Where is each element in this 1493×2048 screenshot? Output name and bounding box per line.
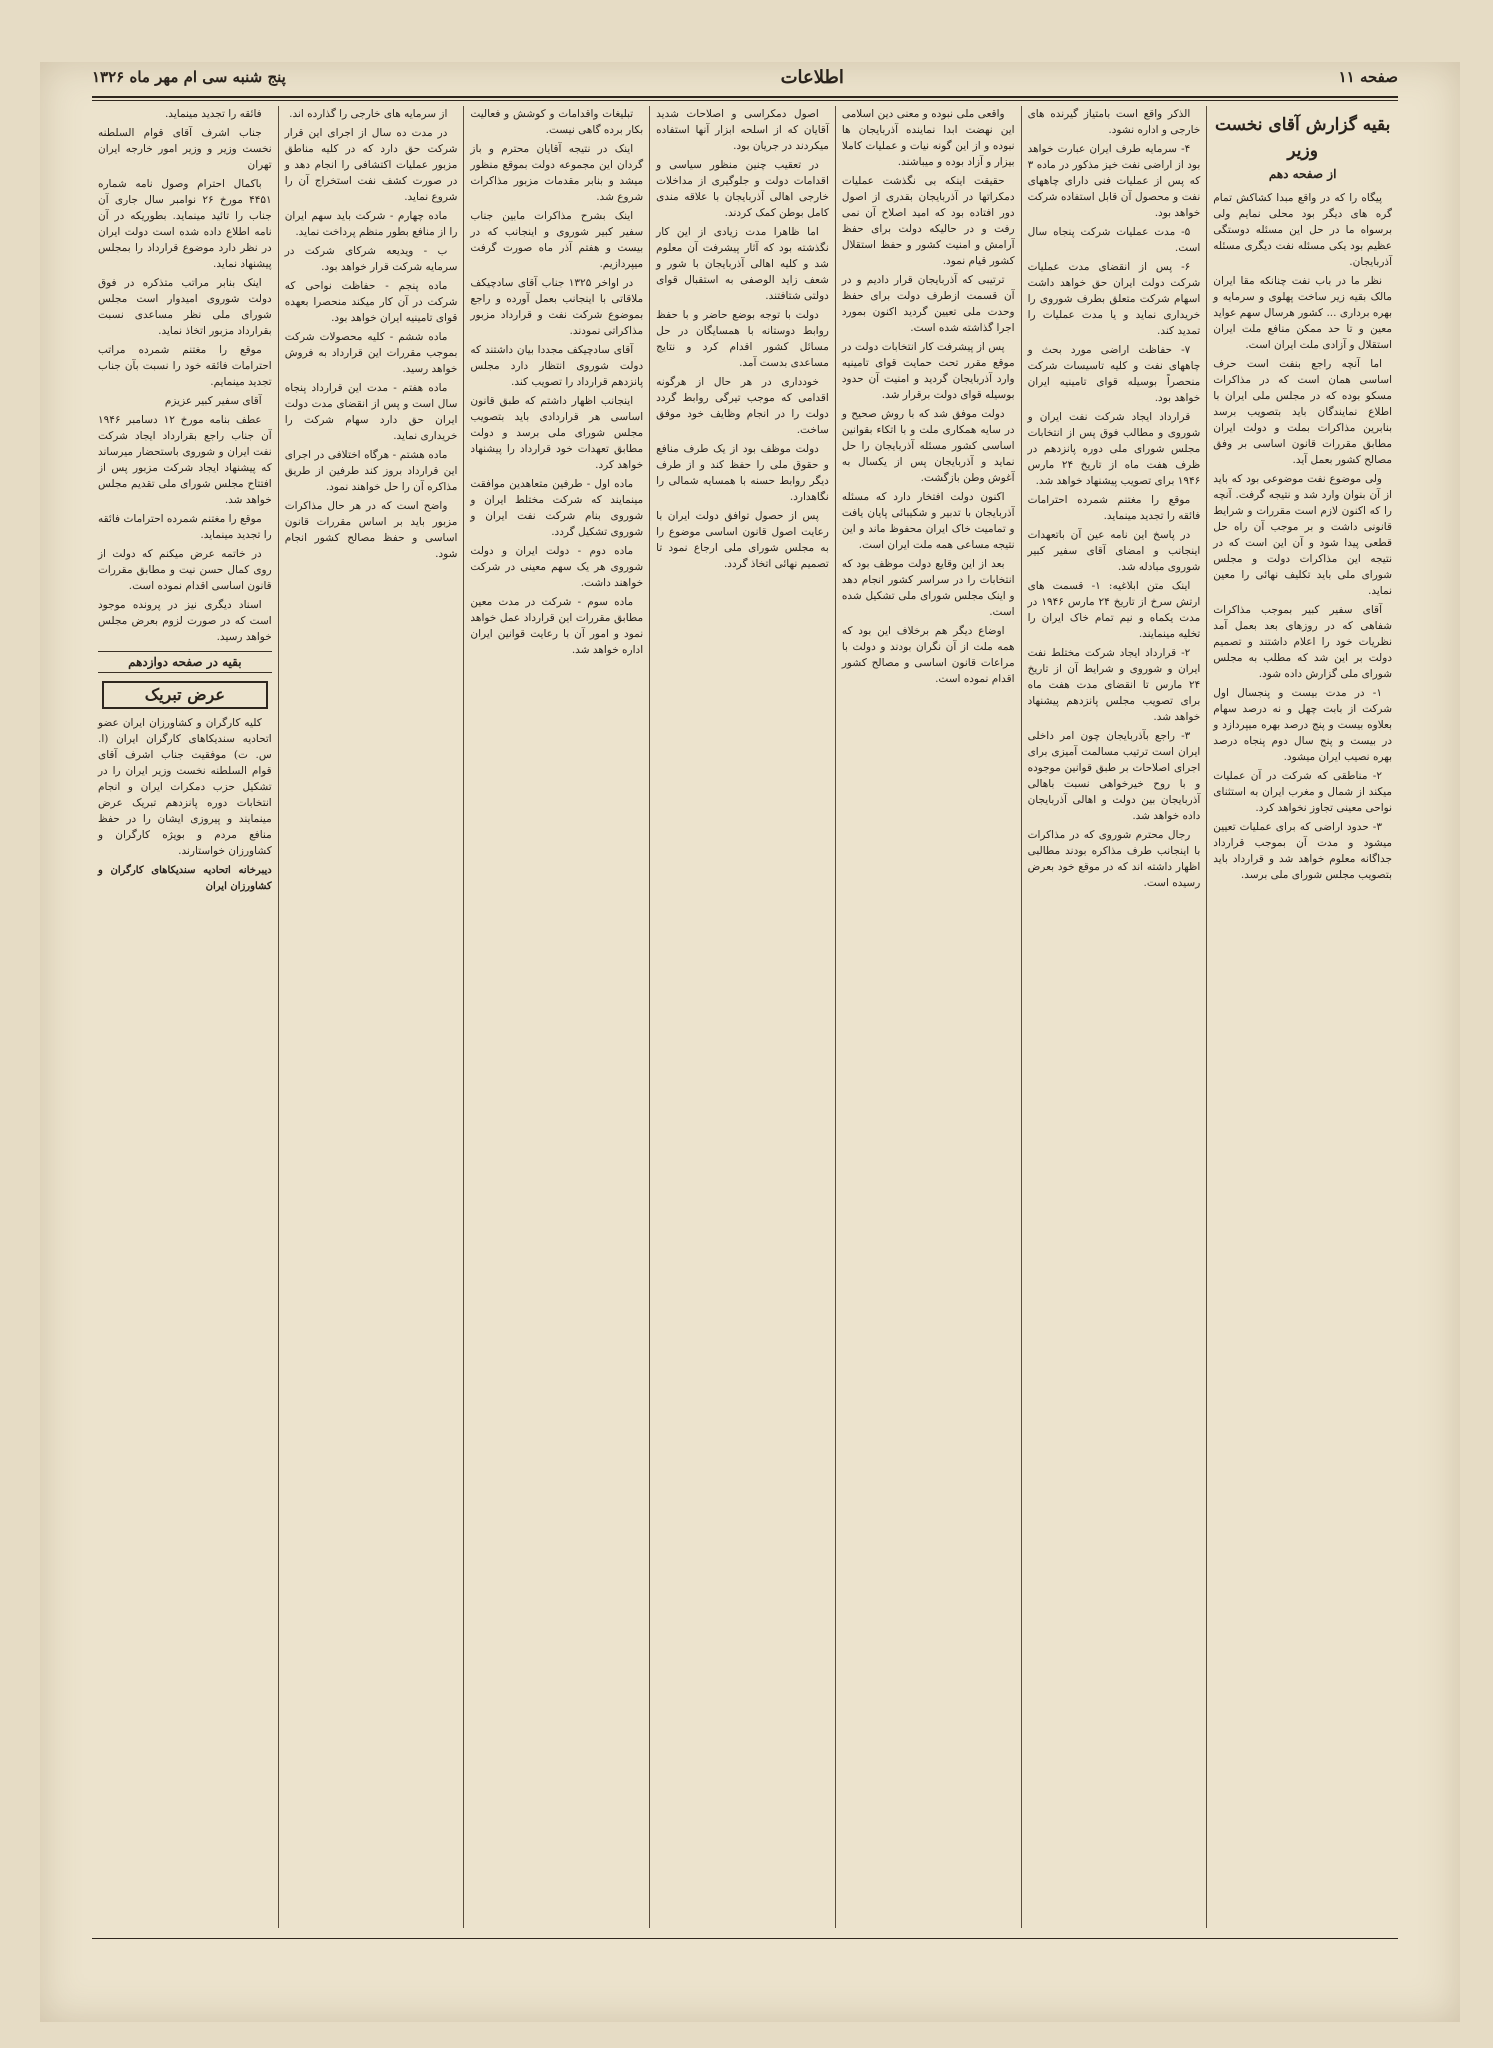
paragraph: دولت موظف بود از یک طرف منافع و حقوق ملی را حفظ کند و از طرف دیگر روابط حسنه با همسایه شمالی را نگاهدارد. [656,443,829,503]
paragraph: پیگاه را که در واقع مبدا کشاکش تمام گره های دیگر بود محلی نمایم ولی برسواه ما در حل این مسئله دوستگی عظیم بود یکی مسئله نفت دیگری مسئله آذربایجان. [1213,192,1392,268]
paragraph: ماده دوم - دولت ایران و دولت شوروی هر یک سهم معینی در شرکت خواهند داشت. [470,545,644,589]
continued-from: از صفحه دهم [1268,167,1337,181]
continued-to-label: بقیه در صفحه دوازدهم [98,651,272,673]
paragraph: ماده هشتم - هرگاه اختلافی در اجرای این قرارداد بروز کند طرفین از طریق مذاکره آن را حل خواهند نمود. [284,449,458,493]
paragraph: ۱- در مدت بیست و پنجسال اول شرکت از بابت چهل و نه درصد سهام بعلاوه بیست و پنج درصد بهره میپردازد و در بیست و پنج سال دوم پنجاه درصد بهره نصیب ایران میشود. [1213,687,1392,763]
paragraph: اسناد دیگری نیز در پرونده موجود است که در صورت لزوم بعرض مجلس خواهد رسید. [97,599,272,643]
paragraph: اما آنچه راجع بنفت است حرف اساسی همان است که در مذاکرات مسکو بوده که در مجلس ملی ایران با اطلاع نمایندگان باید بتصویب برسد بنابرین مذاکرات بملت و دولت ایران مطابق مقررات قانون اساسی بر وفق مصالح کشور بعمل آید. [1213,358,1392,466]
paragraph: در پاسخ این نامه عین آن باتعهدات اینجانب و امضای آقای سفیر کبیر شوروی مبادله شد. [1027,529,1201,573]
column-2 [1021,106,1207,1928]
paragraph: باکمال احترام وصول نامه شماره ۴۴۵۱ مورخ ۲۶ نوامبر سال جاری آن جناب را تائید مینماید. بطوریکه در آن نامه اطلاع داده شده است دولت ایران در نظر دارد موضوع قرارداد را بمجلس پیشنهاد نماید. [97,178,272,270]
page-number: صفحه ۱۱ [1338,68,1398,86]
column-4 [649,106,835,1928]
paragraph: اینک بنابر مراتب متذکره در فوق دولت شوروی امیدوار است مجلس شورای ملی نظر مساعدی نسبت بقرارداد مزبور اتخاذ نماید. [97,277,272,337]
paragraph: آقای سادچیکف مجددا بیان داشتند که دولت شوروی انتظار دارد مجلس پانزدهم قرارداد را تصویب کند. [470,344,644,388]
paragraph: ماده پنجم - حفاظت نواحی که شرکت در آن کار میکند منحصرا بعهده قوای تامینیه ایران خواهد بود. [284,280,458,324]
article-headline: بقیه گزارش آقای نخست وزیر [1214,115,1391,161]
column-3 [835,106,1021,1928]
column-6 [278,106,464,1928]
paragraph: موقع را مغتنم شمرده مراتب احترامات فائقه خود را نسبت بآن جناب تجدید مینمایم. [97,344,272,388]
paragraph: دولت موفق شد که با روش صحیح و در سایه همکاری ملت و با اتکاء بقوانین اساسی کشور مسئله آذربایجان را حل نماید و آذربایجان پس از یکسال به آغوش وطن بازگشت. [841,408,1015,484]
paragraph: تبلیغات واقدامات و کوشش و فعالیت بکار برده گاهی نیست. [470,108,644,136]
paragraph: از سرمایه های خارجی را گذارده اند. [289,108,448,120]
paragraph: واضح است که در هر حال مذاکرات مزبور باید بر اساس مقررات قانون اساسی و حفظ مصالح کشور انجام شود. [284,500,458,560]
paragraph: خودداری در هر حال از هرگونه اقدامی که موجب تیرگی روابط گردد دولت را در انجام وظایف خود موفق ساخت. [656,376,829,436]
paragraph: ۴- سرمایه طرف ایران عبارت خواهد بود از اراضی نفت خیز مذکور در ماده ۳ که پس از عملیات فنی دارای چاههای نفت و محصول آن قابل استفاده شرکت خواهد بود. [1027,143,1201,219]
paragraph: ماده ششم - کلیه محصولات شرکت بموجب مقررات این قرارداد به فروش خواهد رسید. [284,331,458,375]
paragraph: اینک متن ابلاغیه: ۱- قسمت های ارتش سرخ از تاریخ ۲۴ مارس ۱۹۴۶ در مدت یکماه و نیم تمام خاک ایران را تخلیه مینمایند. [1027,580,1201,640]
greeting-signature: دیبرخانه اتحادیه سندیکاهای کارگران و کشاورزان ایران [97,865,272,892]
paragraph: ماده چهارم - شرکت باید سهم ایران را از منافع بطور منظم پرداخت نماید. [284,210,458,238]
paragraph: حقیقت اینکه بی نگذشت عملیات دمکراتها در آذربایجان بقدری از اصول دور افتاده بود که امید اصلاح آن نمی رفت و در حالیکه دولت برای حفظ آرامش و امنیت کشور و حفظ استقلال کشور قیام نمود. [841,175,1015,267]
paragraph: نظر ما در باب نفت چنانکه مقا ایران مالک بقیه زیر ساخت پهلوی و سرمایه و بهره برداری ... کشور هرسال سهم عواید معین و تا حد ممکن منافع ملت ایران استقلال و آزادی ملت ایران است. [1213,275,1392,351]
paragraph: جناب اشرف آقای قوام السلطنه نخست وزیر و وزیر امور خارجه ایران تهران [97,127,272,171]
paragraph: اصول دمکراسی و اصلاحات شدید آقایان که از اسلحه ابزار آنها استفاده میکردند در جریان بود. [656,108,829,152]
columns [92,106,1398,1928]
paragraph: در اواخر ۱۳۲۵ جناب آقای سادچیکف ملاقاتی با اینجانب بعمل آورده و راجع بموضوع شرکت نفت و قرارداد مزبور مذاکراتی نمودند. [470,277,644,337]
greeting-title: عرض تبریک [102,681,268,709]
paragraph: قرارداد ایجاد شرکت نفت ایران و شوروی و مطالب فوق پس از انتخابات مجلس شورای ملی دوره پانزدهم در ظرف هفت ماه از تاریخ ۲۴ مارس ۱۹۴۶ برای تصویب پیشنهاد خواهد شد. [1027,411,1201,487]
column-1 [1206,106,1398,1928]
paragraph: پس از پیشرفت کار انتخابات دولت در موقع مقرر تحت حمایت قوای تامینیه وارد آذربایجان گردید و امنیت آن حدود بوسیله قوای دولت برقرار شد. [841,341,1015,401]
paragraph: ۳- حدود اراضی که برای عملیات تعیین میشود و مدت آن بموجب قرارداد جداگانه معلوم خواهد شد و قرارداد باید بتصویب مجلس شورای ملی برسد. [1213,821,1392,881]
paragraph: پس از حصول توافق دولت ایران با رعایت اصول قانون اساسی موضوع را به مجلس شورای ملی ارجاع نمود تا تصمیم نهائی اتخاذ گردد. [656,510,829,570]
masthead [92,62,1398,92]
paragraph: اینجانب اظهار داشتم که طبق قانون اساسی هر قراردادی باید بتصویب مجلس شورای ملی برسد و دولت مطابق تعهدات خود قرارداد را پیشنهاد خواهد کرد. [470,395,644,471]
paragraph: ۶- پس از انقضای مدت عملیات شرکت دولت ایران حق خواهد داشت اسهام شرکت متعلق بطرف شوروی را خریداری نماید و یا مدت عملیات را تمدید کند. [1027,261,1201,337]
paragraph: ۲- مناطقی که شرکت در آن عملیات میکند از شمال و مغرب ایران به استثنای نواحی معینی تجاوز نخواهد کرد. [1213,770,1392,814]
paragraph: موقع را مغتنم شمرده احترامات فائقه را تجدید مینماید. [1027,494,1201,522]
paragraph: بعد از این وقایع دولت موظف بود که انتخابات را در سراسر کشور انجام دهد و اینک مجلس شورای ملی تشکیل شده است. [841,558,1015,618]
masthead-rule [92,96,1398,98]
paragraph: ۲- قرارداد ایجاد شرکت مختلط نفت ایران و شوروی و شرایط آن از تاریخ ۲۴ مارس تا انقضای مدت هفت ماه برای تصویب مجلس پانزدهم پیشنهاد خواهد شد. [1027,647,1201,723]
paragraph: واقعی ملی نبوده و معنی دین اسلامی این نهضت ابدا نماینده آذربایجان ها نبوده و از این گونه نیات و عملیات کاملا بیزار و آزاد بوده و میباشند. [841,108,1015,168]
masthead-rule-thin [92,100,1398,101]
column-5 [463,106,649,1928]
paragraph: اما ظاهرا مدت زیادی از این کار نگذشته بود که آثار پیشرفت آن معلوم شد و کلیه اهالی آذربایجان با شور و شعف زاید الوصفی به استقبال قوای دولتی شتافتند. [656,226,829,302]
paragraph: الذکر واقع است بامتیاز گیرنده های خارجی و اداره نشود. [1027,108,1201,136]
paragraph: ترتیبی که آذربایجان قرار دادیم و در آن قسمت ازطرف دولت برای حفظ وحدت ملی تعیین گردید اکنون بمورد اجرا گذاشته شده است. [841,274,1015,334]
paragraph: اینک بشرح مذاکرات مابین جناب سفیر کبیر شوروی و اینجانب که در بیست و هفتم آذر ماه صورت گرفت میپردازیم. [470,210,644,270]
paragraph: اینک در نتیجه آقایان محترم و باز گردان این مجموعه دولت بموقع منظور میشد و بنابر مقدمات مزبور مذاکرات شروع شد. [470,143,644,203]
paragraph: آقای سفیر کبیر عزیزم [164,395,262,407]
issue-date: پنج شنبه سی ام مهر ماه ۱۳۲۶ [92,68,286,86]
greeting-body: کلیه کارگران و کشاورزان ایران عضو اتحادیه سندیکاهای کارگران ایران (ا. س. ت) موفقیت جناب اشرف آقای قوام السلطنه نخست وزیر ایران را در تشکیل حزب دمکرات ایران و انجام انتخابات دوره پانزدهم تبریک عرض مینمایند و پیروزی ایشان را در حفظ منافع مردم و بویژه کارگران و کشاورزان خواستارند. [97,717,272,857]
paragraph: در مدت ده سال از اجرای این قرار شرکت حق دارد که در کلیه مناطق مزبور عملیات اکتشافی را انجام دهد و در صورت کشف نفت استخراج آن را شروع نماید. [284,127,458,203]
column-7 [92,106,278,1928]
paragraph: اوضاع دیگر هم برخلاف این بود که همه ملت از آن نگران بودند و دولت با مراعات قانون اساسی و مصالح کشور اقدام نموده است. [841,625,1015,685]
paragraph: ماده سوم - شرکت در مدت معین مطابق مقررات این قرارداد عمل خواهد نمود و امور آن با رعایت قوانین ایران اداره خواهد شد. [470,596,644,656]
paragraph: ماده هفتم - مدت این قرارداد پنجاه سال است و پس از انقضای مدت دولت ایران حق دارد سهام شرکت را خریداری نماید. [284,382,458,442]
newspaper-name: اطلاعات [780,66,844,88]
paragraph: ولی موضوع نفت موضوعی بود که باید از آن بنوان وارد شد و نتیجه گرفت. آنچه را که اکنون لازم است مقررات و شرایط قانونی داشت و بر موجب آن راه حل قطعی پیدا شود و آن این است که در نتیجه این مذاکرات دولت و مجلس شورای ملی باید تکلیف نهائی را معین نماید. [1213,473,1392,597]
paragraph: ماده اول - طرفین متعاهدین موافقت مینمایند که شرکت مختلط ایران و شوروی بنام شرکت نفت ایران و شوروی تشکیل گردد. [470,478,644,538]
paragraph: ۳- راجع بآذربایجان چون امر داخلی ایران است ترتیب مسالمت آمیزی برای اجرای اصلاحات بر طبق قوانین موجوده و با روح خیرخواهی نسبت باهالی آذربایجان بین دولت و اهالی آذربایجان داده خواهد شد. [1027,730,1201,822]
paragraph: ب - ویدیعه شرکای شرکت در سرمایه شرکت قرار خواهد بود. [284,245,458,273]
paragraph: ۵- مدت عملیات شرکت پنجاه سال است. [1027,226,1201,254]
paragraph: در تعقیب چنین منظور سیاسی و اقدامات دولت و جلوگیری از مداخلات خارجی اهالی آذربایجان با علاقه مندی کامل بوطن کمک کردند. [656,159,829,219]
bottom-rule [92,1938,1398,1939]
paragraph: دولت با توجه بوضع حاضر و با حفظ روابط دوستانه با همسایگان در حل مسائل کشور اقدام کرد و نتایج مساعدی بدست آمد. [656,309,829,369]
paragraph: عطف بنامه مورخ ۱۲ دسامبر ۱۹۴۶ آن جناب راجع بقرارداد ایجاد شرکت نفت ایران و شوروی باستحضار میرساند که پیشنهاد ایجاد شرکت مزبور پس از افتتاح مجلس شورای ملی تقدیم مجلس خواهد شد. [97,414,272,506]
paragraph: آقای سفیر کبیر بموجب مذاکرات شفاهی که در روزهای بعد بعمل آمد نظریات خود را اعلام داشتند و تصمیم دولت بر این شد که مطلب به مجلس شورای ملی گزارش داده شود. [1213,604,1392,680]
paragraph: ۷- حفاظت اراضی مورد بحث و چاههای نفت و کلیه تاسیسات شرکت منحصراً بوسیله قوای تامینیه ایران خواهد بود. [1027,344,1201,404]
paragraph: رجال محترم شوروی که در مذاکرات با اینجانب طرف مذاکره بودند مطالبی اظهار داشته اند که در موقع خود بعرض رسیده است. [1027,829,1201,889]
paragraph: در خاتمه عرض میکنم که دولت از روی کمال حسن نیت و مطابق مقررات قانون اساسی اقدام نموده است. [97,548,272,592]
paragraph: فائقه را تجدید مینماید. [164,108,262,120]
paragraph: موقع را مغتنم شمرده احترامات فائقه را تجدید مینماید. [97,513,272,541]
paragraph: اکنون دولت افتخار دارد که مسئله آذربایجان با تدبیر و شکیبائی پایان یافت و تمامیت خاک ایران محفوظ ماند و این نتیجه مساعی همه ملت ایران است. [841,491,1015,551]
